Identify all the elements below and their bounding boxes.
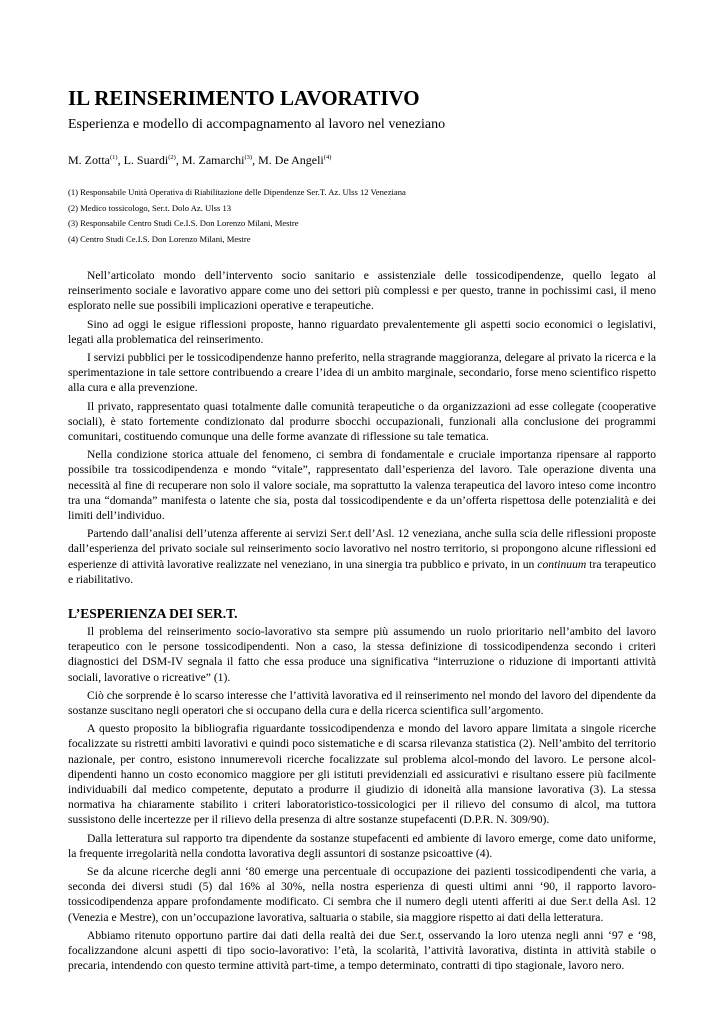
document-title: IL REINSERIMENTO LAVORATIVO: [68, 86, 420, 110]
author-name: M. De Angeli: [258, 153, 324, 167]
author: [258, 153, 331, 167]
body-paragraph: A questo proposito la bibliografia riguardante tossicodipendenza e mondo del lavoro appare limitata a singole ricerche focalizzate su ristretti ambiti lavorativi e quindi poco sistematiche e di scarsa rilevanza statistica (2). Nell’ambito del territorio nazionale, per contro, esistono innumerevoli ricerche focalizzate sul problema alcol-mondo del lavoro. Le persone alcol-dipendenti hanno un costo economico maggiore per gli istituti previdenziali ed assicurativi e risultano essere più facilmente individuabili dal medico competente, deputato a produrre il giudizio di idoneità alla mansione lavorativa (3). La stessa normativa ha chiaramente stabilito i criteri laboratoristico-tossicologici per il rilievo del consumo di alcol, ma tuttora sussistono delle incertezze per il rilievo della presenza di altre sostanze stupefacenti (D.P.R. N. 309/90).: [68, 722, 656, 827]
affiliation-line: (2) Medico tossicologo, Ser.t. Dolo Az. Ulss 13: [68, 202, 232, 213]
author: [68, 153, 124, 167]
author: [124, 153, 182, 167]
paragraph-text: tra terapeutico e riabilitativo.: [68, 557, 656, 586]
section-heading: L’ESPERIENZA DEI SER.T.: [68, 606, 238, 621]
author-separator: ,: [252, 153, 259, 167]
italic-term: continuum: [537, 557, 587, 571]
body-paragraph: Ciò che sorprende è lo scarso interesse che l’attività lavorativa ed il reinserimento nel mondo del lavoro del dipendente da sostanze suscitano negli operatori che si occupano della cura e della ricerca scientifica sull’argomento.: [68, 688, 656, 718]
document-subtitle: Esperienza e modello di accompagnamento al lavoro nel veneziano: [68, 117, 446, 132]
body-paragraph: [68, 526, 656, 587]
paragraph-text: Partendo dall’analisi dell’utenza afferente ai servizi Ser.t dell’Asl. 12 veneziana, anche sulla scia delle riflessioni proposte dall’esperienza del privato sociale sul reinserimento socio lavorativo nel nostro territorio, si propongono alcune riflessioni ed esperienze di attività lavorative realizzate nel veneziano, in una sinergia tra pubblico e privato, in un: [68, 527, 656, 571]
body-paragraph: Se da alcune ricerche degli anni ‘80 emerge una percentuale di occupazione dei pazienti tossicodipendenti che varia, a seconda dei diversi studi (5) dal 16% al 30%, nella nostra esperienza di questi ultimi anni ‘90, il rapporto lavoro-tossicodipendenza appare profondamente modificato. Ci sembra che il numero degli utenti afferiti ai due Ser.t della Asl. 12 (Venezia e Mestre), con un’occupazione lavorativa, saltuaria o stabile, sia maggiore rispetto ai dati della letteratura.: [68, 865, 656, 924]
affiliation-line: (1) Responsabile Unità Operativa di Riabilitazione delle Dipendenze Ser.T. Az. Ulss 12 Veneziana: [68, 187, 406, 197]
body-paragraph: Dalla letteratura sul rapporto tra dipendente da sostanze stupefacenti ed ambiente di lavoro emerge, come dato uniforme, la frequente irregolarità nella condotta lavorativa degli assuntori di sostanze psicoattive (4).: [68, 831, 656, 860]
author-name: M. Zamarchi: [181, 153, 245, 167]
author-name: L. Suardi: [123, 153, 169, 167]
body-paragraph: Nell’articolato mondo dell’intervento socio sanitario e assistenziale delle tossicodipendenze, quello legato al reinserimento sociale e lavorativo appare come uno dei settori più complessi e per questo, tranne in pochissimi casi, il meno esplorato nelle sue possibili implicazioni operative e terapeutiche.: [68, 269, 656, 313]
author-affiliation-marker: (4): [323, 154, 332, 161]
body-paragraph: Abbiamo ritenuto opportuno partire dai dati della realtà dei due Ser.t, osservando la loro utenza negli anni ‘97 e ‘98, focalizzandone alcuni aspetti di tipo socio-lavorativo: l’età, la scolarità, l’attività lavorativa, distinta in attività stabile o precaria, intendendo con questo termine attività part-time, a tempo determinato, contratti di tipo stagionale, lavoro nero.: [68, 928, 656, 973]
body-paragraph: Il problema del reinserimento socio-lavorativo sta sempre più assumendo un ruolo prioritario nell’ambito del lavoro terapeutico con le persone tossicodipendenti. Non a caso, la stessa definizione di tossicodipendenza secondo i criteri diagnostici del DSM-IV segnala il fatto che essa produce una significativa “interruzione o riduzione di importanti attività sociali, lavorative o ricreative” (1).: [68, 625, 656, 684]
affiliation-list: [68, 185, 406, 247]
author-separator: ,: [175, 153, 182, 167]
author-name: M. Zotta: [68, 153, 110, 167]
author-affiliation-marker: (1): [110, 154, 118, 161]
author-affiliation-marker: (3): [244, 154, 253, 161]
author: [182, 153, 258, 167]
author-affiliation-marker: (2): [168, 154, 176, 161]
body-paragraph: Sino ad oggi le esigue riflessioni proposte, hanno riguardato prevalentemente gli aspetti socio economici o legislativi, legati alla problematica del reinserimento.: [68, 317, 656, 346]
affiliation-line: (4) Centro Studi Ce.I.S. Don Lorenzo Milani, Mestre: [68, 233, 251, 244]
body-paragraph: I servizi pubblici per le tossicodipendenze hanno preferito, nella stragrande maggioranza, delegare al privato la ricerca e la sperimentazione in tale settore contribuendo a creare l’idea di un ambito marginale, secondario, forse meno scientifico rispetto alla cura e alla prevenzione.: [68, 351, 656, 395]
author-list: [68, 153, 331, 168]
body-paragraph: Il privato, rappresentato quasi totalmente dalle comunità terapeutiche o da organizzazioni ad esse collegate (cooperative sociali), è stato fortemente condizionato dal produrre sbocchi occupazionali, funzionali alla conclusione dei programmi comunitari, costituendo comunque una delle forme avanzate di riflessione su tale tematica.: [68, 399, 656, 444]
body-paragraph: Nella condizione storica attuale del fenomeno, ci sembra di fondamentale e cruciale importanza ripensare al rapporto possibile tra tossicodipendenza e mondo “vitale”, rappresentato dall’esperienza del lavoro. Tale operazione diventa una necessità al fine di recuperare non solo il valore sociale, ma soprattutto la valenza terapeutica del lavoro inteso come incontro tra una “domanda” manifesta o latente che sia, posta dal tossicodipendente e da un’offerta rispettosa delle potenzialità e dei limiti dell’individuo.: [68, 448, 656, 523]
introduction: [68, 268, 656, 590]
section-ser-t: [68, 606, 656, 976]
affiliation-line: (3) Responsabile Centro Studi Ce.I.S. Don Lorenzo Milani, Mestre: [68, 218, 299, 229]
author-separator: ,: [117, 153, 124, 167]
